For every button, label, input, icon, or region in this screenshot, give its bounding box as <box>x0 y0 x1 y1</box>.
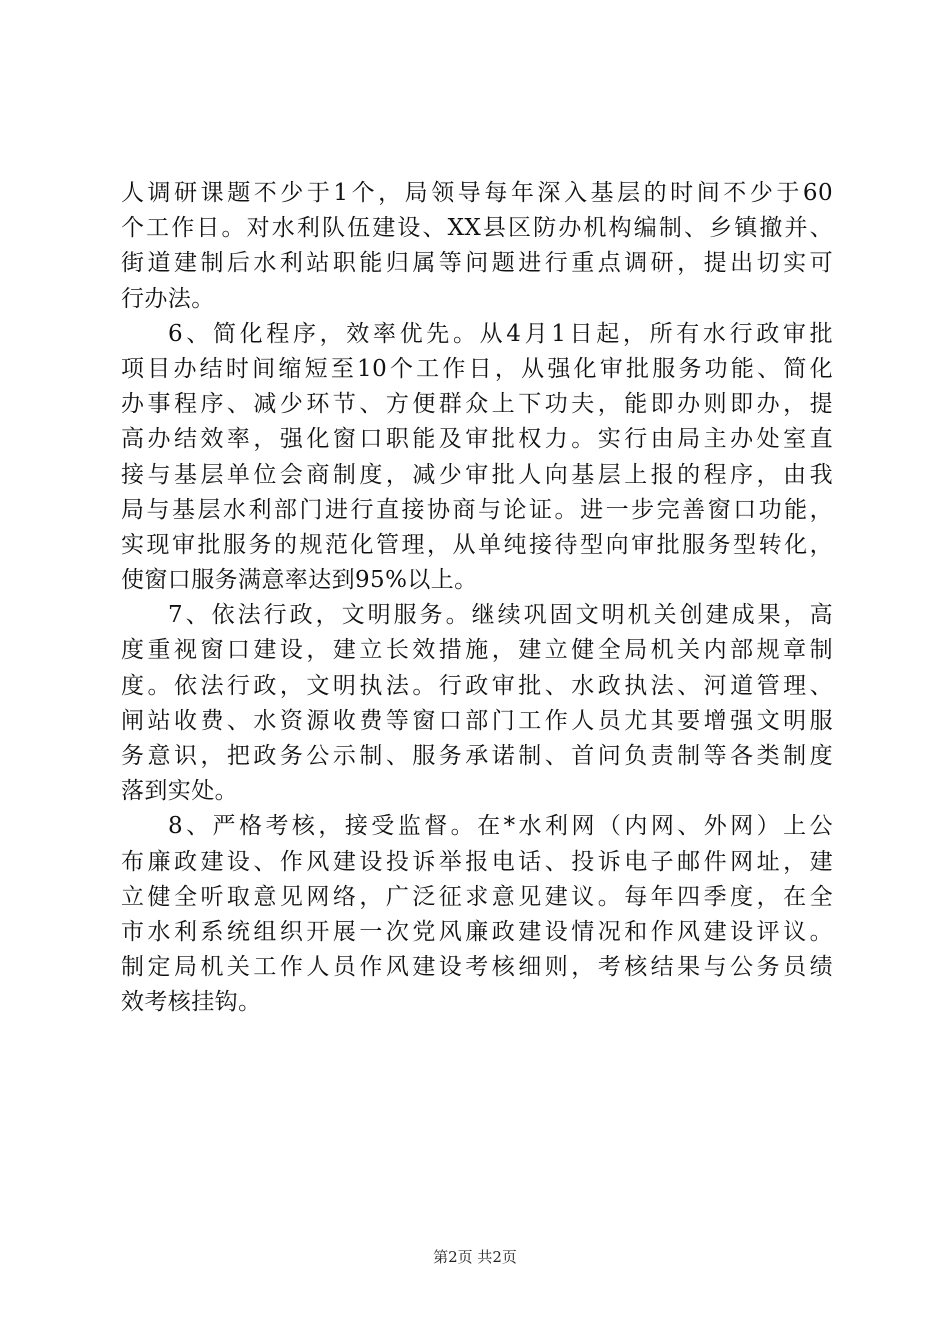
paragraph-line: 街道建制后水利站职能归属等问题进行重点调研，提出切实可 <box>121 250 833 277</box>
paragraph-line: 度。依法行政，文明执法。行政审批、水政执法、河道管理、 <box>121 672 833 699</box>
paragraph-line: 个工作日。对水利队伍建设、XX县区防办机构编制、乡镇撤并、 <box>121 215 833 242</box>
paragraph-line: 务意识，把政务公示制、服务承诺制、首问负责制等各类制度 <box>121 743 833 769</box>
paragraph-line: 使窗口服务满意率达到95%以上。 <box>121 567 478 594</box>
paragraph-line: 效考核挂钩。 <box>121 989 262 1016</box>
paragraph-line: 办事程序、减少环节、方便群众上下功夫，能即办则即办，提 <box>121 391 833 418</box>
paragraph-line: 落到实处。 <box>121 778 238 805</box>
paragraph-line: 高办结效率，强化窗口职能及审批权力。实行由局主办处室直 <box>121 426 833 453</box>
paragraph-line: 接与基层单位会商制度，减少审批人向基层上报的程序，由我 <box>121 461 833 488</box>
document-body <box>121 176 833 1021</box>
paragraph-line: 市水利系统组织开展一次党风廉政建设情况和作风建设评议。 <box>121 918 833 945</box>
paragraph-line: 布廉政建设、作风建设投诉举报电话、投诉电子邮件网址，建 <box>121 848 833 875</box>
paragraph-line: 人调研课题不少于1个，局领导每年深入基层的时间不少于60 <box>121 180 833 206</box>
paragraph-line: 立健全听取意见网络，广泛征求意见建议。每年四季度，在全 <box>121 883 833 910</box>
paragraph-line: 项目办结时间缩短至10个工作日，从强化审批服务功能、简化 <box>121 355 833 382</box>
paragraph-6-first-line: 6、简化程序，效率优先。从4月1日起，所有水行政审批 <box>168 320 833 347</box>
paragraph-line: 实现审批服务的规范化管理，从单纯接待型向审批服务型转化， <box>121 531 833 558</box>
paragraph-line: 行办法。 <box>121 285 215 312</box>
paragraph-8-first-line: 8、严格考核，接受监督。在*水利网（内网、外网）上公 <box>168 813 833 840</box>
paragraph-7-first-line: 7、依法行政，文明服务。继续巩固文明机关创建成果，高 <box>168 602 833 629</box>
paragraph-line: 制定局机关工作人员作风建设考核细则，考核结果与公务员绩 <box>121 954 833 981</box>
page-number-footer: 第2页 共2页 <box>433 1248 517 1266</box>
paragraph-line: 局与基层水利部门进行直接协商与论证。进一步完善窗口功能， <box>121 496 833 523</box>
paragraph-line: 度重视窗口建设，建立长效措施，建立健全局机关内部规章制 <box>121 637 833 664</box>
paragraph-line: 闸站收费、水资源收费等窗口部门工作人员尤其要增强文明服 <box>121 707 833 734</box>
